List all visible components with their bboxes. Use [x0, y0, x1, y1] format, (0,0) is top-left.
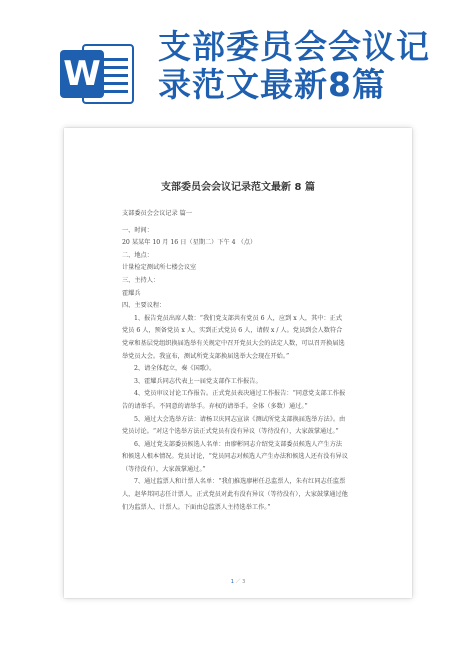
- header-banner: [0, 0, 474, 120]
- field-label: 一、时间：: [122, 226, 153, 234]
- banner-title: 支部委员会会议记录范文最新8篇: [158, 27, 430, 104]
- agenda-item: 2、请全体起立，奏《国歌》。: [134, 365, 216, 373]
- word-document-icon: [60, 40, 136, 108]
- section-heading: 支部委员会会议记录 篇一: [122, 210, 193, 217]
- word-icon-letter: W: [60, 50, 104, 98]
- field-label: 四、主要议程：: [122, 302, 166, 310]
- agenda-item: 1、报告党员出席人数：“我们党支部共有党员 6 人，应到 x 人，其中：正式党员 6 人，预备党员 x 人，实到正式党员 6 人，请假 x / 人。党员到会人数符合党章和基层党组织换届选举有关规定中召开党员大会的法定人数，可以召开换届选举党员大会。我宣布，测试所党支部换届选举大会现在开始。”: [122, 314, 345, 360]
- total-pages-number: 3: [242, 579, 246, 585]
- field-value: 计量检定测试所七楼会议室: [122, 264, 197, 272]
- field-label: 二、地点：: [122, 251, 153, 259]
- agenda-item: 6、通过党支部委员候选人名单：由廖彬同志介绍党支部委员候选人产生方法和候选人根本情况。党员讨论，“党员同志对候选人产生办法和候选人还有没有异议（等待没有），大家鼓掌通过。”: [122, 440, 348, 473]
- document-title: 支部委员会会议记录范文最新 8 篇: [161, 182, 315, 193]
- field-value: 20 某某年 10 月 16 日（星期二）下午 4 （点）: [122, 239, 257, 247]
- document-body: [122, 208, 348, 514]
- agenda-item: 5、通过大会选举方法：请杨卫庆同志宣读《测试所党支部换届选举方法》。由党员讨论。“对这个选举方法正式党员有没有异议（等待没有），大家鼓掌通过。”: [122, 415, 346, 436]
- field-label: 三、主持人：: [122, 276, 160, 284]
- agenda-item: 7、通过监票人和计票人名单：“我们推选廖彬任总监票人，朱有红同志任监票人，赵华邦同志任计票人，正式党员对此有没有异议（等待没有），大家鼓掌通过他们为监票人、计票人。下面由总监票人主持选举工作。”: [122, 478, 348, 511]
- page-indicator: [64, 578, 412, 585]
- current-page-number: 1: [230, 579, 234, 585]
- agenda-item: 4、党员审议讨论工作报告。正式党员表决通过工作报告：“同意党支部工作报告的请举手。不同意的请举手。弃权的请举手。全体（多数）通过。”: [122, 390, 346, 410]
- page-separator: ／: [235, 579, 241, 585]
- agenda-item: 3、霍耀兵同志代表上一届党支部作工作报告。: [134, 377, 262, 385]
- document-page: [64, 128, 412, 598]
- field-value: 霍耀兵: [122, 289, 141, 297]
